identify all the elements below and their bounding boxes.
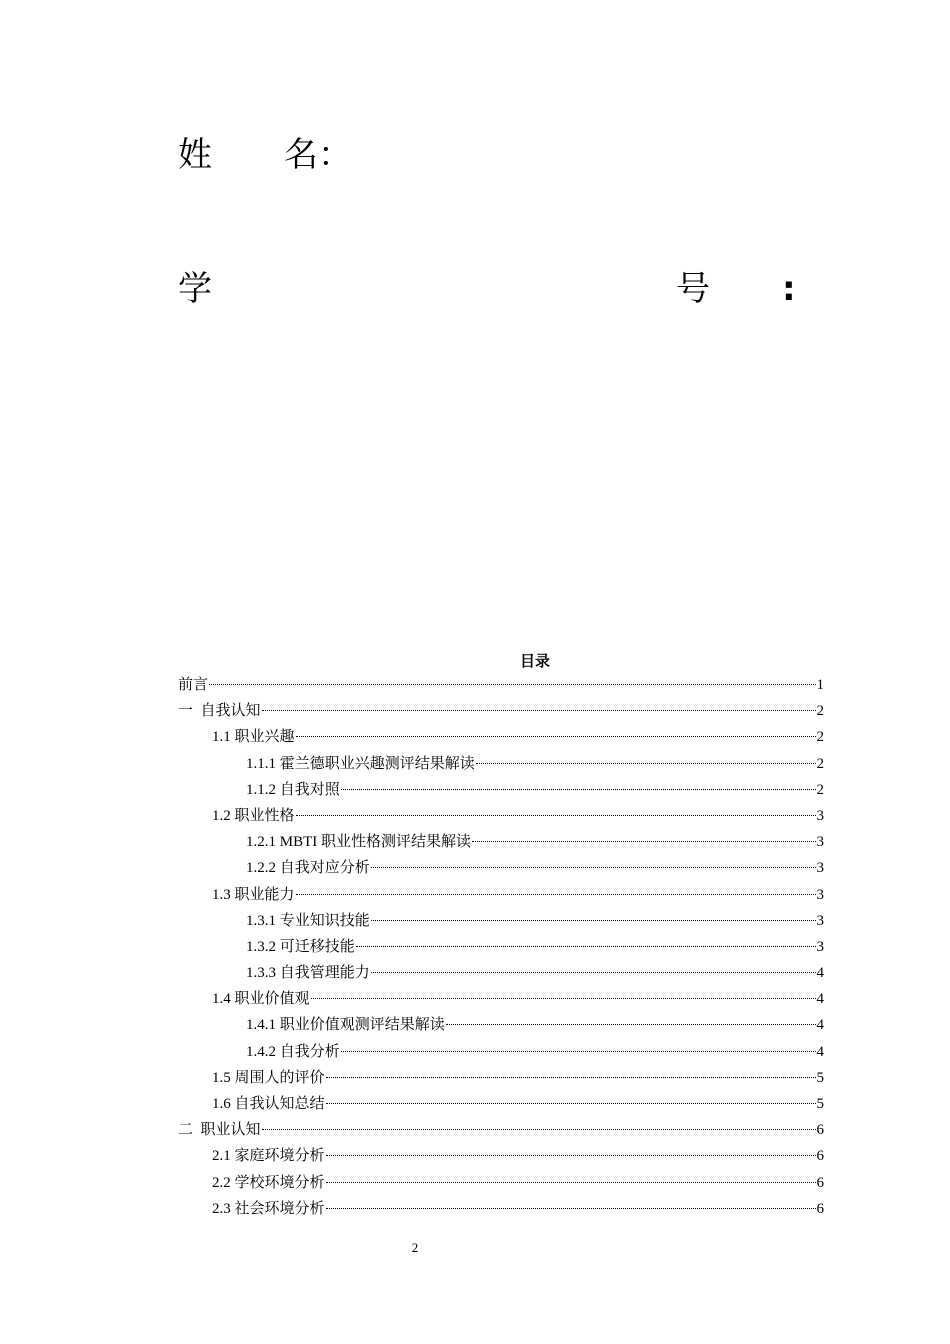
name-label-colon: ： <box>318 135 352 175</box>
student-id-label-char-2: 号 <box>676 269 710 309</box>
toc-entry[interactable] <box>178 672 824 698</box>
toc-entry-label: 1.4 职业价值观 <box>212 991 310 1008</box>
toc-entry-page: 4 <box>816 1017 824 1034</box>
toc-entry[interactable] <box>178 986 824 1012</box>
toc-dot-leader <box>311 998 816 999</box>
name-label-char-1: 姓 <box>178 135 212 175</box>
toc-dot-leader <box>262 710 816 711</box>
toc-dot-leader <box>371 920 816 921</box>
toc-entry[interactable] <box>178 1117 824 1143</box>
toc-entry[interactable] <box>178 1196 824 1222</box>
toc-dot-leader <box>326 1208 816 1209</box>
toc-entry-label: 1.4.1 职业价值观测评结果解读 <box>246 1017 445 1034</box>
name-label-char-2: 名 <box>284 135 318 175</box>
toc-entry[interactable] <box>178 1170 824 1196</box>
toc-entry-page: 3 <box>816 860 824 877</box>
toc-entry-page: 4 <box>816 1043 824 1060</box>
toc-dot-leader <box>371 972 816 973</box>
toc-entry[interactable] <box>178 751 824 777</box>
toc-dot-leader <box>472 841 815 842</box>
toc-entry-label: 1.2.1 MBTI 职业性格测评结果解读 <box>246 834 472 851</box>
toc-entry-page: 4 <box>816 965 824 982</box>
toc-dot-leader <box>341 1051 816 1052</box>
toc-dot-leader <box>209 684 815 685</box>
toc-entry-page: 6 <box>816 1122 824 1139</box>
toc-title: 目录 <box>519 652 550 670</box>
toc-entry-page: 3 <box>816 886 824 903</box>
toc-entry-page: 6 <box>816 1174 824 1191</box>
toc-entry-label: 1.5 周围人的评价 <box>212 1069 325 1086</box>
student-id-label-colon: : <box>782 269 796 309</box>
toc-entry-label: 二 职业认知 <box>178 1122 261 1139</box>
toc-entry-page: 1 <box>816 677 824 693</box>
toc-entry[interactable] <box>178 1012 824 1038</box>
toc-entry-page: 4 <box>816 991 824 1008</box>
page-number: 2 <box>411 1240 419 1255</box>
toc-dot-leader <box>476 763 816 764</box>
toc-entry-label: 一 自我认知 <box>178 703 261 720</box>
toc-entry-page: 5 <box>816 1096 824 1112</box>
toc-entry[interactable] <box>178 829 824 855</box>
toc-entry[interactable] <box>178 803 824 829</box>
toc-entry-label: 1.4.2 自我分析 <box>246 1043 340 1060</box>
toc-entry[interactable] <box>178 724 824 750</box>
toc-entry-label: 2.1 家庭环境分析 <box>212 1148 325 1165</box>
student-id-label-char-1: 学 <box>178 269 212 309</box>
toc-dot-leader <box>341 789 816 790</box>
toc-entry-label: 1.2 职业性格 <box>212 807 295 824</box>
toc-entry-label: 前言 <box>178 677 209 693</box>
toc-entry-label: 1.2.2 自我对应分析 <box>246 860 370 877</box>
toc-entry[interactable] <box>178 908 824 934</box>
toc-entry[interactable] <box>178 1091 824 1117</box>
toc-dot-leader <box>326 1103 816 1104</box>
toc-entry-page: 3 <box>816 807 824 824</box>
toc-dot-leader <box>326 1155 816 1156</box>
toc-dot-leader <box>296 894 816 895</box>
toc-entry-label: 1.1.1 霍兰德职业兴趣测评结果解读 <box>246 755 475 772</box>
toc-dot-leader <box>262 1129 816 1130</box>
toc-dot-leader <box>446 1024 816 1025</box>
toc-entry-page: 6 <box>816 1200 824 1217</box>
toc-dot-leader <box>356 946 816 947</box>
toc-entry-label: 2.3 社会环境分析 <box>212 1200 325 1217</box>
toc-entry[interactable] <box>178 777 824 803</box>
toc-entry[interactable] <box>178 1143 824 1169</box>
toc-dot-leader <box>296 815 816 816</box>
toc-entry-label: 1.3.1 专业知识技能 <box>246 912 370 929</box>
toc-entry-page: 3 <box>816 834 824 851</box>
toc-entry-page: 2 <box>816 703 824 720</box>
toc-dot-leader <box>326 1182 816 1183</box>
toc-entry-page: 6 <box>816 1148 824 1165</box>
toc-dot-leader <box>326 1077 816 1078</box>
table-of-contents <box>178 672 824 1222</box>
toc-dot-leader <box>296 736 816 737</box>
toc-entry-page: 5 <box>816 1069 824 1086</box>
toc-entry-page: 2 <box>816 755 824 772</box>
toc-entry-page: 2 <box>816 729 824 746</box>
toc-entry-label: 1.6 自我认知总结 <box>212 1096 325 1112</box>
toc-dot-leader <box>371 867 816 868</box>
toc-entry-label: 2.2 学校环境分析 <box>212 1174 325 1191</box>
toc-entry[interactable] <box>178 1039 824 1065</box>
toc-entry-label: 1.1 职业兴趣 <box>212 729 295 746</box>
toc-entry-label: 1.1.2 自我对照 <box>246 781 340 798</box>
toc-entry[interactable] <box>178 855 824 881</box>
toc-entry[interactable] <box>178 934 824 960</box>
toc-entry[interactable] <box>178 698 824 724</box>
toc-entry-page: 3 <box>816 938 824 955</box>
toc-entry-label: 1.3.3 自我管理能力 <box>246 965 370 982</box>
toc-entry-page: 3 <box>816 912 824 929</box>
toc-entry-label: 1.3 职业能力 <box>212 886 295 903</box>
toc-entry[interactable] <box>178 960 824 986</box>
toc-entry-label: 1.3.2 可迁移技能 <box>246 938 355 955</box>
toc-entry[interactable] <box>178 1065 824 1091</box>
toc-entry[interactable] <box>178 882 824 908</box>
toc-entry-page: 2 <box>816 781 824 798</box>
